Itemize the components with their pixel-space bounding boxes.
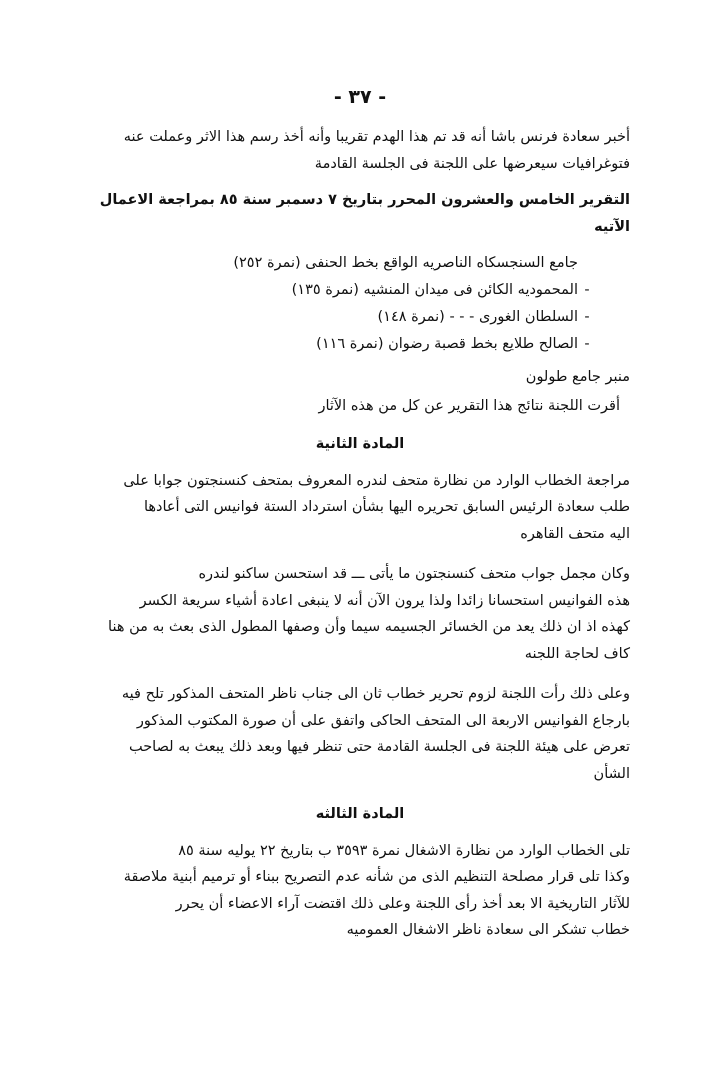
paragraph-line: كاف لحاجة اللجنه [524,645,630,662]
list-item-text: السلطان الغورى - - - (نمرة ١٤٨) [377,309,578,325]
paragraph-line: كهذه اذ ان ذلك يعد من الخسائر الجسيمه سيما وأن وصفها المطول الذى بعث به من هنا [108,619,630,635]
section-paragraph [90,468,630,548]
list-dash: - [584,309,590,325]
paragraph-line: هذه الفوانيس استحسانا زائدا ولذا يرون الآن أنه لا ينبغى اعادة أشياء سريعة الكسر [139,592,630,609]
paragraph-line: وكذا تلى قرار مصلحة التنظيم الذى من شأنه عدم التصريح ببناء أو ترميم أبنية ملاصقة [123,869,630,885]
paragraph-line: بارجاع الفوانيس الاربعة الى المتحف الحاكى واتفق على أن صورة المكتوب المذكور [136,712,630,729]
list-item-text: جامع السنجسكاه الناصريه الواقع بخط الحنفى (نمرة ٢٥٢) [233,255,578,271]
list-item-text: المحموديه الكائن فى ميدان المنشيه (نمرة ١٣٥) [291,282,578,298]
list-item [90,304,596,331]
paragraph-line: مراجعة الخطاب الوارد من نظارة متحف لندره المعروف بمتحف كنسنجتون جوابا على [123,472,630,489]
intro-line: أخبر سعادة فرنس باشا أنه قد تم هذا الهدم تقريبا وأنه أخذ رسم هذا الاثر وعملت عنه [123,129,630,145]
monument-list [90,250,630,358]
list-dash: - [584,282,590,298]
intro-line: فتوغرافيات سيعرضها على اللجنة فى الجلسة القادمة [314,155,630,172]
page-number: - ٣٧ - [333,86,387,108]
report-line: التقرير الخامس والعشرون المحرر بتاريخ ٧ دسمبر سنة ٨٥ بمراجعة الاعمال [99,192,630,208]
list-item [90,331,596,358]
section-heading: المادة الثانية [315,436,405,452]
section-paragraph [90,561,630,667]
paragraph-line: تعرض على هيئة اللجنة فى الجلسة القادمة حتى تنظر فيها وبعد ذلك يبعث به لصاحب [128,739,630,755]
intro-paragraph [90,124,630,177]
list-item [90,250,596,277]
section-heading: المادة الثالثه [315,806,405,822]
page-body [90,124,630,958]
list-dash: - [584,336,590,352]
report-title [90,187,630,240]
paragraph-line: تلى الخطاب الوارد من نظارة الاشغال نمرة ٣٥٩٣ ب بتاريخ ٢٢ يوليه سنة ٨٥ [178,842,630,859]
paragraph-line: وعلى ذلك رأت اللجنة لزوم تحرير خطاب ثان الى جناب ناظر المتحف المذكور تلح فيه [121,686,630,702]
paragraph-line: طلب سعادة الرئيس السابق تحريره اليها بشأن استرداد الستة فوانيس التى أعادها [143,499,630,515]
paragraph-line: الشأن [593,765,630,782]
paragraph-line: اليه متحف القاهره [520,525,630,542]
list-item-text: الصالح طلايع بخط قصبة رضوان (نمرة ١١٦) [316,336,578,352]
paragraph-line: خطاب تشكر الى سعادة ناظر الاشغال العموميه [346,922,630,938]
section-three [90,801,630,944]
list-item [90,277,596,304]
approval-line: أقرت اللجنة نتائج هذا التقرير عن كل من هذه الآثار [318,397,620,414]
section-two [90,431,630,787]
paragraph-line: للآثار التاريخية الا بعد أخذ رأى اللجنة وعلى ذلك اقتضت آراء الاعضاء أن يحرر [175,895,630,912]
section-paragraph [90,838,630,944]
minbar-line: منبر جامع طولون [525,369,630,385]
paragraph-line: وكان مجمل جواب متحف كنسنجتون ما يأتى ـــ قد استحسن ساكنو لندره [198,566,630,582]
report-line: الآتيه [594,218,630,235]
section-paragraph [90,681,630,787]
